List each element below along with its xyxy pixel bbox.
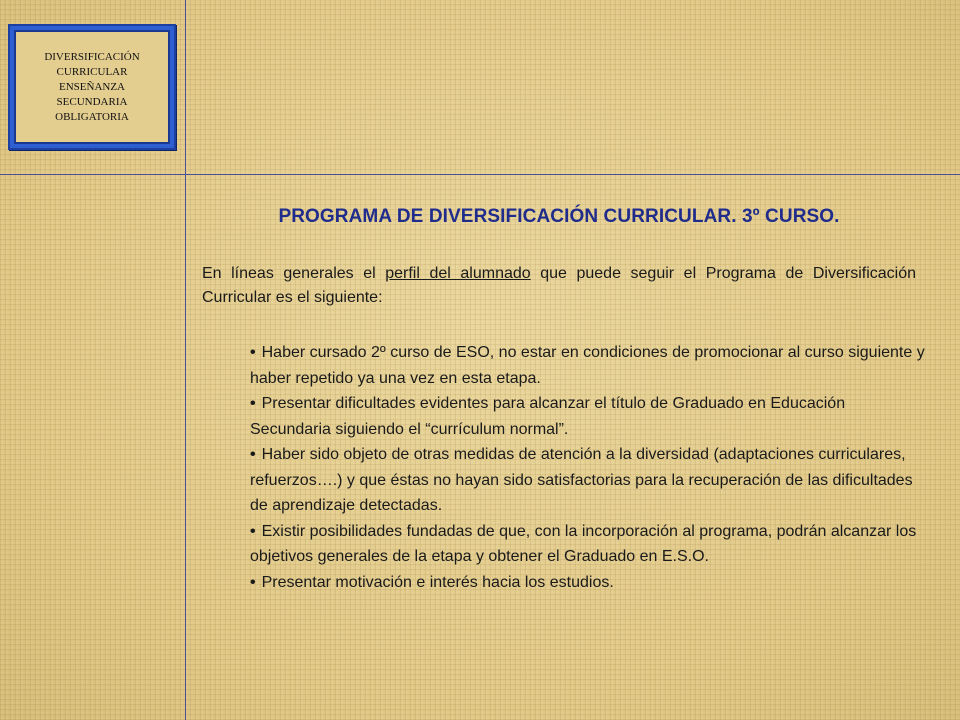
bullet-icon: • xyxy=(250,573,256,591)
list-item xyxy=(250,570,930,596)
list-item xyxy=(250,340,930,391)
intro-text-after: que puede seguir el Programa de Diversificación Curricular es el siguiente: xyxy=(202,265,916,306)
badge-line-5: OBLIGATORIA xyxy=(55,110,129,123)
page-title: PROGRAMA DE DIVERSIFICACIÓN CURRICULAR. 3º CURSO. xyxy=(278,206,840,227)
bullet-icon: • xyxy=(250,522,256,540)
intro-emphasis: perfil del alumnado xyxy=(385,265,531,282)
list-item xyxy=(250,519,930,570)
list-item-text: Haber cursado 2º curso de ESO, no estar en condiciones de promocionar al curso siguiente y haber repetido ya una vez en esta etapa. xyxy=(250,344,925,387)
list-item xyxy=(250,442,930,519)
list-item-text: Presentar dificultades evidentes para alcanzar el título de Graduado en Educación Secundaria siguiendo el “currículum normal”. xyxy=(250,395,846,438)
badge-line-1: DIVERSIFICACIÓN xyxy=(44,50,140,63)
list-item-text: Existir posibilidades fundadas de que, con la incorporación al programa, podrán alcanzar los objetivos generales de la etapa y obtener el Graduado en E.S.O. xyxy=(250,522,917,565)
badge-line-4: SECUNDARIA xyxy=(56,95,128,108)
list-item xyxy=(250,391,930,442)
subject-badge-inner xyxy=(14,30,170,144)
subject-badge xyxy=(8,24,176,150)
list-item-text: Haber sido objeto de otras medidas de atención a la diversidad (adaptaciones curriculares, refuerzos….) y que éstas no hayan sido satisfactorias para la recuperación de las dificultades de aprendizaje detectadas. xyxy=(250,446,913,514)
criteria-list xyxy=(250,340,930,595)
bullet-icon: • xyxy=(250,344,256,361)
intro-text-before: En líneas generales el xyxy=(202,265,386,282)
bullet-icon: • xyxy=(250,446,256,463)
horizontal-divider xyxy=(0,174,960,175)
intro-paragraph xyxy=(202,262,916,310)
badge-line-3: ENSEÑANZA xyxy=(59,80,125,93)
vertical-divider xyxy=(185,0,186,720)
bullet-icon: • xyxy=(250,395,256,412)
badge-line-2: CURRICULAR xyxy=(56,65,128,78)
list-item-text: Presentar motivación e interés hacia los estudios. xyxy=(261,573,614,591)
